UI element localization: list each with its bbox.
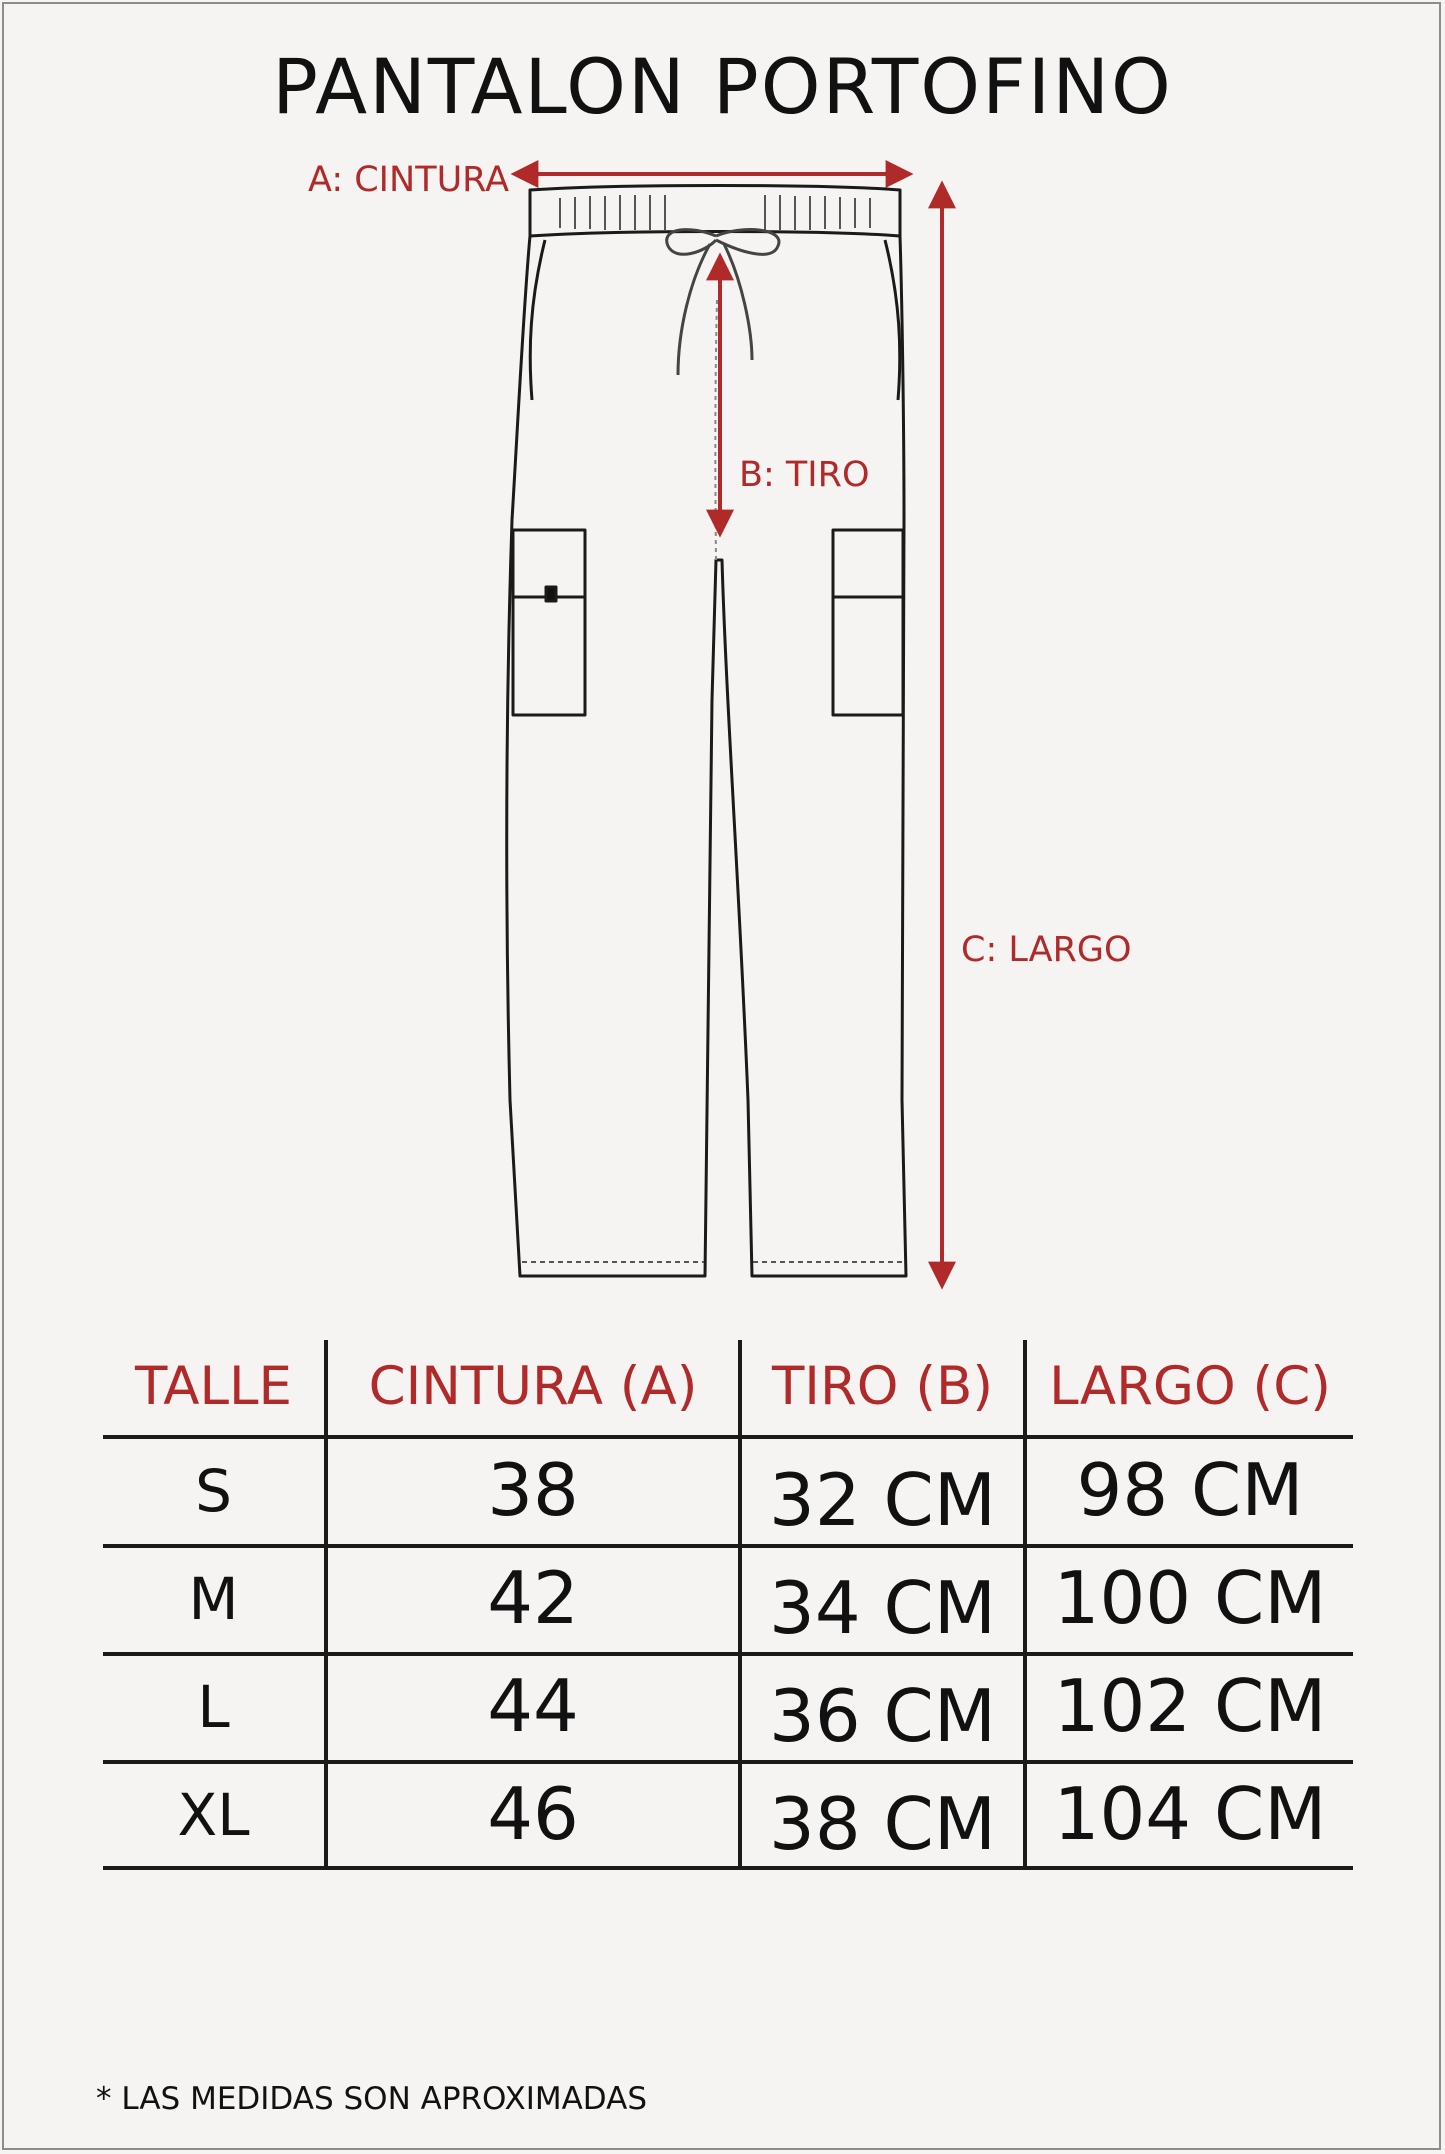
label-rise: B: TIRO [739,455,870,495]
pants-outline [507,186,906,1277]
cell-cintura: 44 [487,1664,579,1748]
header-cintura: CINTURA (A) [368,1356,698,1417]
cell-talle: M [188,1565,239,1633]
cell-largo: 100 CM [1053,1556,1327,1640]
table-rule [103,1652,1353,1656]
cell-cintura: 46 [487,1772,579,1856]
cell-largo: 104 CM [1053,1772,1327,1856]
cell-talle: L [197,1673,230,1741]
cell-talle: XL [177,1781,250,1849]
cell-tiro: 32 CM [769,1458,996,1542]
drawstring [667,230,779,375]
cell-talle: S [195,1457,232,1525]
cell-largo: 102 CM [1053,1664,1327,1748]
cell-tiro: 34 CM [769,1566,996,1650]
page-title: PANTALON PORTOFINO [272,42,1173,131]
cell-tiro: 36 CM [769,1674,996,1758]
header-talle: TALLE [134,1356,293,1417]
header-tiro: TIRO (B) [771,1356,994,1417]
footnote: * LAS MEDIDAS SON APROXIMADAS [96,2081,648,2117]
table-rule [103,1544,1353,1548]
label-length: C: LARGO [961,930,1132,970]
cell-tiro: 38 CM [769,1782,996,1866]
cell-cintura: 38 [487,1448,579,1532]
table-rule [103,1866,1353,1870]
header-largo: LARGO (C) [1049,1356,1331,1417]
label-waist: A: CINTURA [308,160,510,200]
cell-largo: 98 CM [1076,1448,1304,1532]
table-rule [103,1760,1353,1764]
table-rule [103,1435,1353,1439]
cell-cintura: 42 [487,1556,579,1640]
